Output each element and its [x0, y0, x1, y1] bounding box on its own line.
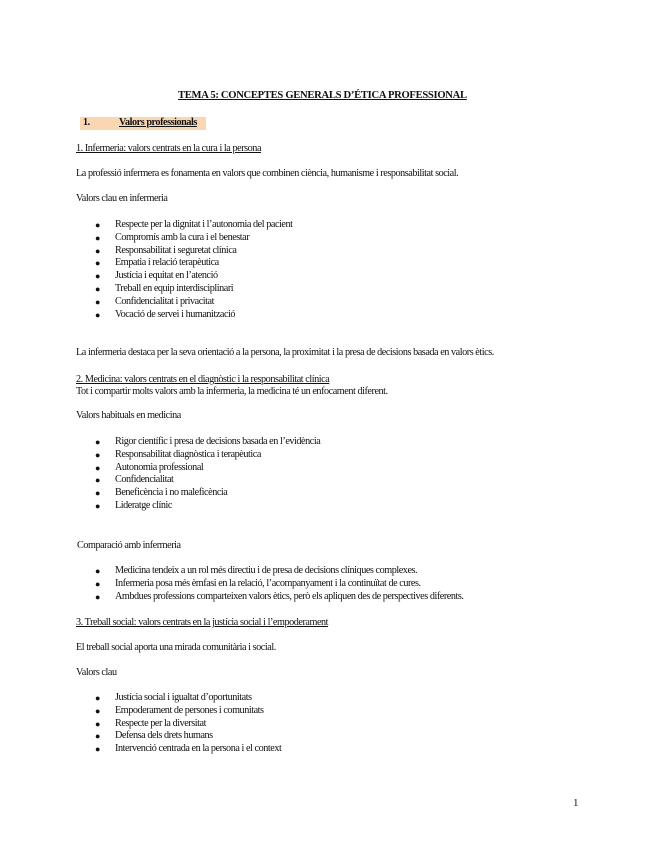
- nursing-value-item: Confidencialitat i privacitat: [115, 295, 214, 307]
- comparison-item: Infermeria posa més èmfasi en la relació, l’acompanyament i la continuïtat de cures.: [115, 577, 421, 589]
- nursing-value-item: Vocació de servei i humanització: [115, 308, 236, 320]
- social-value-item: Intervenció centrada en la persona i el context: [115, 743, 282, 755]
- nursing-value-item: Compromís amb la cura i el benestar: [115, 231, 250, 243]
- social-intro: El treball social aporta una mirada comunitària i social.: [76, 642, 276, 653]
- medicine-value-item: Confidencialitat: [115, 474, 174, 486]
- medicine-value-item: Rigor científic i presa de decisions basada en l’evidència: [115, 436, 321, 447]
- section-title: Valors professionals: [119, 117, 197, 128]
- bullet-icon: ●: [95, 744, 101, 755]
- nursing-intro: La professió infermera es fonamenta en valors que combinen ciència, humanisme i responsabilitat social.: [76, 168, 459, 179]
- social-value-item: Defensa dels drets humans: [115, 730, 213, 742]
- bullet-icon: ●: [95, 475, 101, 486]
- medicine-intro: Tot i compartir molts valors amb la infermeria, la medicina té un enfocament diferent.: [76, 386, 388, 397]
- social-value-item: Empoderament de persones i comunitats: [115, 704, 264, 716]
- bullet-icon: ●: [95, 462, 101, 473]
- bullet-icon: ●: [95, 232, 101, 243]
- bullet-icon: ●: [95, 245, 101, 256]
- comparison-item: Medicina tendeix a un rol més directiu i de presa de decisions clíniques complexes.: [115, 565, 418, 576]
- section-number: 1.: [83, 117, 90, 128]
- bullet-icon: ●: [95, 591, 101, 602]
- comparison-title: Comparació amb infermeria: [77, 540, 181, 551]
- bullet-icon: ●: [95, 437, 101, 447]
- bullet-icon: ●: [95, 284, 101, 294]
- comparison-item: Ambdues professions comparteixen valors ètics, però els apliquen des de perspectives diferents.: [115, 590, 464, 602]
- medicine-heading: 2. Medicina: valors centrats en el diagnòstic i la responsabilitat clínica: [76, 374, 330, 385]
- bullet-icon: ●: [95, 258, 101, 269]
- bullet-icon: ●: [95, 271, 101, 282]
- bullet-icon: ●: [95, 296, 101, 307]
- social-list-title: Valors clau: [76, 667, 117, 678]
- social-value-item: Respecte per la diversitat: [115, 717, 206, 729]
- nursing-value-item: Justícia i equitat en l’atenció: [115, 270, 218, 282]
- bullet-icon: ●: [95, 488, 101, 499]
- bullet-icon: ●: [95, 220, 101, 230]
- nursing-value-item: Empatia i relació terapèutica: [115, 257, 219, 269]
- bullet-icon: ●: [95, 449, 101, 460]
- social-heading: 3. Treball social: valors centrats en la justícia social i l’empoderament: [76, 617, 329, 628]
- bullet-icon: ●: [95, 309, 101, 320]
- medicine-value-item: Responsabilitat diagnòstica i terapèutica: [115, 448, 261, 460]
- medicine-value-item: Beneficència i no maleficència: [115, 487, 228, 499]
- bullet-icon: ●: [95, 566, 101, 576]
- page-number: 1: [573, 797, 579, 809]
- bullet-icon: ●: [95, 731, 101, 742]
- bullet-icon: ●: [95, 501, 101, 511]
- bullet-icon: ●: [95, 693, 101, 703]
- nursing-value-item: Treball en equip interdisciplinari: [115, 283, 234, 294]
- document-title: TEMA 5: CONCEPTES GENERALS D’ÉTICA PROFESSIONAL: [178, 90, 467, 101]
- bullet-icon: ●: [95, 718, 101, 729]
- nursing-value-item: Responsabilitat i seguretat clínica: [115, 244, 237, 256]
- medicine-value-item: Autonomia professional: [115, 461, 204, 473]
- nursing-closing: La infermeria destaca per la seva orientació a la persona, la proximitat i la presa de decisions basada en valors ètics.: [76, 347, 494, 358]
- medicine-list-title: Valors habituals en medicina: [76, 410, 181, 421]
- bullet-icon: ●: [95, 705, 101, 716]
- nursing-list-title: Valors clau en infermeria: [76, 193, 168, 204]
- bullet-icon: ●: [95, 578, 101, 589]
- nursing-value-item: Respecte per la dignitat i l’autonomia del pacient: [115, 219, 293, 230]
- nursing-heading: 1. Infermeria: valors centrats en la cura i la persona: [76, 143, 262, 154]
- medicine-value-item: Lideratge clínic: [115, 500, 173, 511]
- social-value-item: Justícia social i igualtat d’oportunitats: [115, 692, 252, 703]
